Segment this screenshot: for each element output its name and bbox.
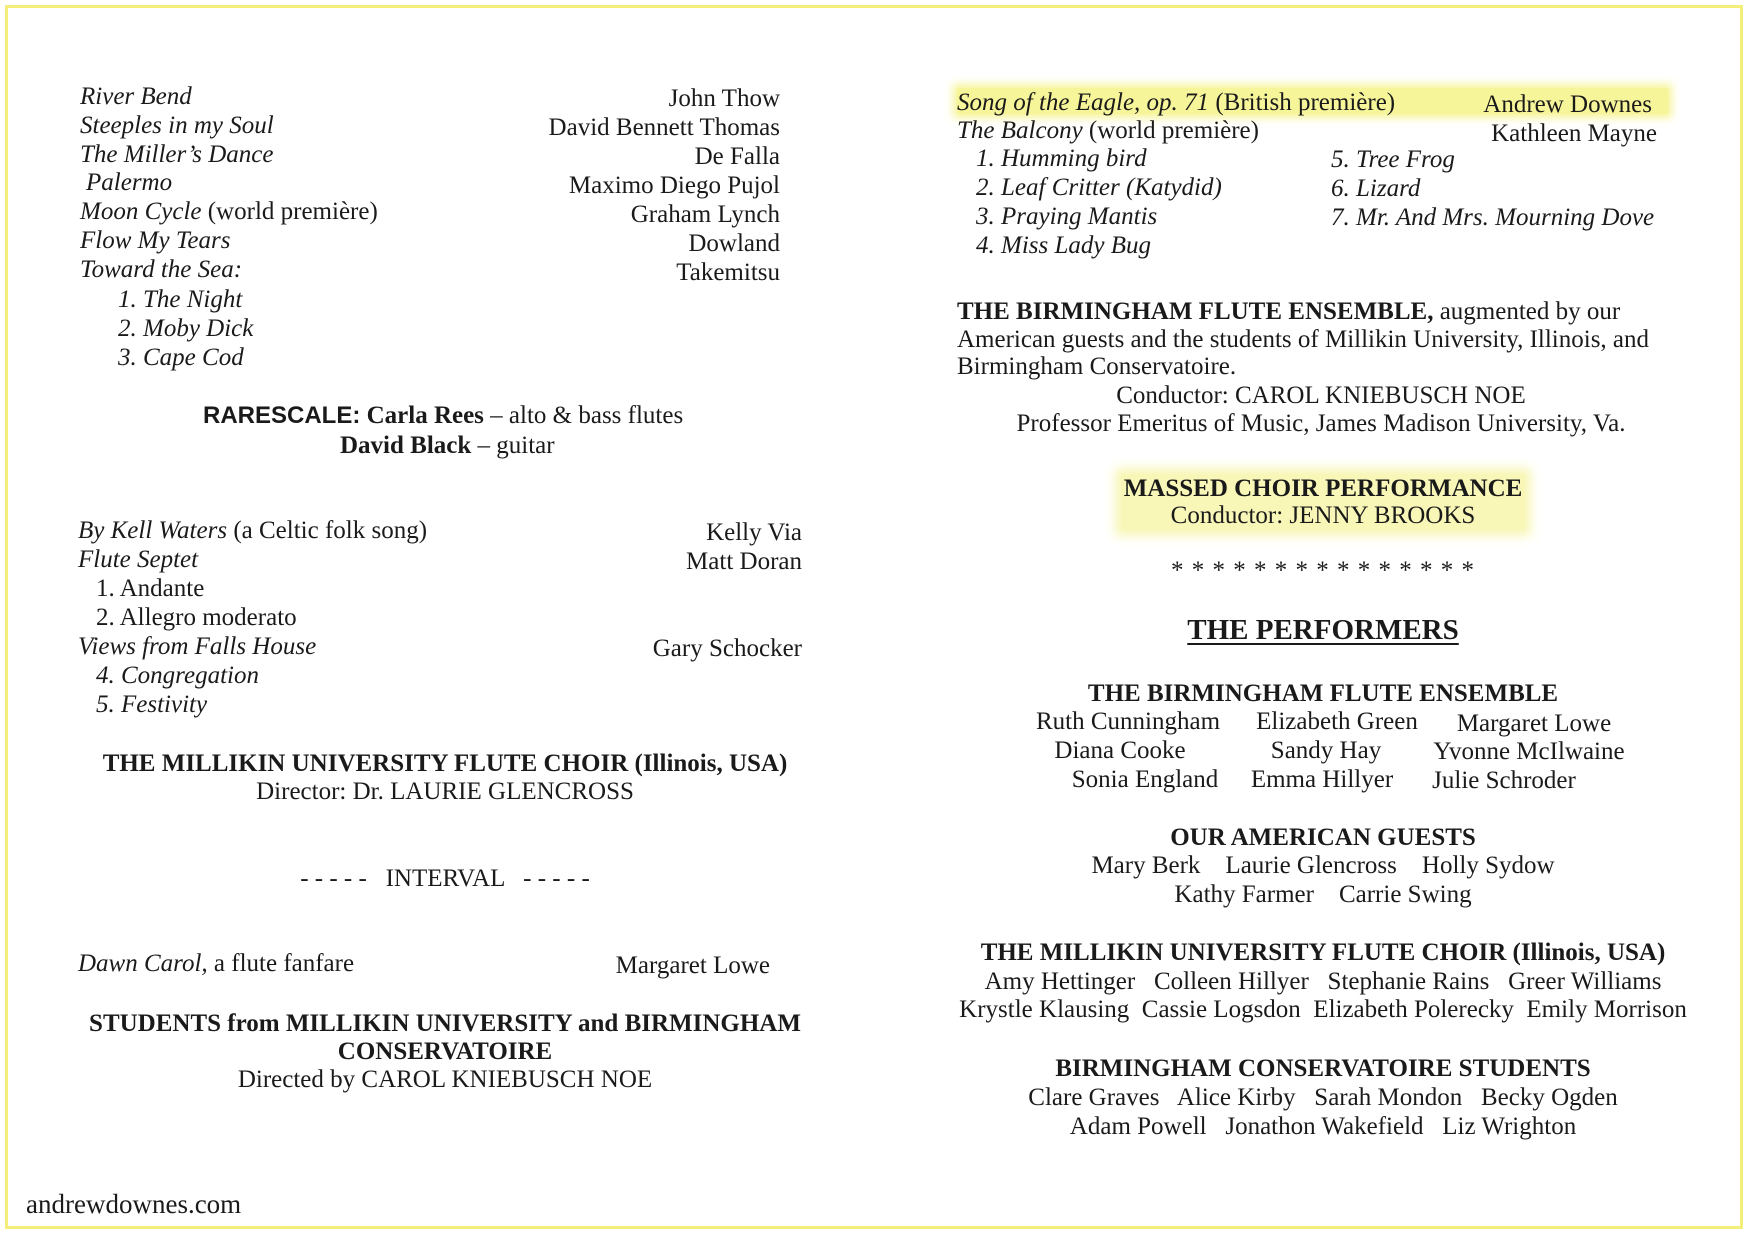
piece-title: Flute Septet <box>78 546 199 573</box>
performer-name: Sandy Hay <box>1270 737 1382 764</box>
movement: 4. Miss Lady Bug <box>976 232 1151 259</box>
piece-title: River Bend <box>80 83 192 110</box>
movement: 1. Humming bird <box>976 145 1147 172</box>
guests-row: Mary Berk Laurie Glencross Holly Sydow <box>1091 852 1555 879</box>
piece-title: Views from Falls House <box>78 633 317 660</box>
piece-composer: Takemitsu <box>676 259 780 286</box>
guests-row: Kathy Farmer Carrie Swing <box>1174 881 1472 908</box>
piece-composer: John Thow <box>668 85 780 112</box>
conservatoire-heading: BIRMINGHAM CONSERVATOIRE STUDENTS <box>1055 1055 1591 1082</box>
performer-name: Carla Rees <box>366 402 484 429</box>
piece-title: By Kell Waters <box>78 517 228 544</box>
footer-website: andrewdownes.com <box>26 1189 242 1219</box>
bfe-heading: THE BIRMINGHAM FLUTE ENSEMBLE <box>1087 680 1559 707</box>
movement: 1. Andante <box>96 575 205 602</box>
ensemble-text: augmented by our <box>1433 298 1621 325</box>
piece-composer: Gary Schocker <box>652 635 802 662</box>
performer-name: David Black <box>340 432 472 459</box>
piece-note: (British première) <box>1209 89 1396 116</box>
millikin-performers-heading: THE MILLIKIN UNIVERSITY FLUTE CHOIR (Illinois, USA) <box>980 939 1666 966</box>
ensemble-conductor: Conductor: CAROL KNIEBUSCH NOE <box>1116 382 1526 409</box>
piece-title-line <box>78 516 427 545</box>
piece-title: Dawn Carol, <box>78 950 208 977</box>
movement: 1. The Night <box>118 286 243 313</box>
piece-title-line <box>957 116 1259 145</box>
movement: 2. Leaf Critter (Katydid) <box>976 174 1222 201</box>
piece-title: Steeples in my Soul <box>80 112 274 139</box>
millikin-heading: THE MILLIKIN UNIVERSITY FLUTE CHOIR (Illinois, USA) <box>102 750 788 777</box>
piece-title: Palermo <box>86 169 173 196</box>
piece-note: (world première) <box>1082 117 1259 144</box>
movement: 3. Praying Mantis <box>976 203 1158 230</box>
ensemble-name: THE BIRMINGHAM FLUTE ENSEMBLE, <box>957 298 1434 325</box>
ensemble-line-3: Birmingham Conservatoire. <box>957 353 1237 380</box>
piece-composer: Dowland <box>688 230 780 257</box>
millikin-row: Krystle Klausing Cassie Logsdon Elizabeth Polerecky Emily Morrison <box>959 996 1687 1023</box>
piece-composer: Kathleen Mayne <box>1491 120 1657 147</box>
conservatoire-row: Clare Graves Alice Kirby Sarah Mondon Becky Ogden <box>1028 1084 1618 1111</box>
ensemble-line-2: American guests and the students of Millikin University, Illinois, and <box>957 326 1650 353</box>
ensemble-line-1 <box>957 297 1620 326</box>
movement: 3. Cape Cod <box>118 344 244 371</box>
rarescale-line-1 <box>203 401 683 430</box>
massed-choir-heading: MASSED CHOIR PERFORMANCE <box>1123 475 1523 502</box>
interval-divider: - - - - - INTERVAL - - - - - <box>300 865 590 892</box>
piece-title: The Miller’s Dance <box>80 141 274 168</box>
performer-role: – guitar <box>471 432 555 459</box>
students-heading-line-1: STUDENTS from MILLIKIN UNIVERSITY and BIRMINGHAM <box>89 1010 801 1037</box>
piece-composer: Margaret Lowe <box>615 952 770 979</box>
piece-title-line <box>957 88 1395 117</box>
performer-name: Ruth Cunningham <box>1035 708 1221 735</box>
performer-name: Emma Hillyer <box>1250 766 1394 793</box>
conductor-title: Professor Emeritus of Music, James Madison University, Va. <box>1016 410 1626 437</box>
piece-composer: Graham Lynch <box>630 201 780 228</box>
movement: 2. Moby Dick <box>118 315 254 342</box>
performer-name: Yvonne McIlwaine <box>1433 738 1625 765</box>
piece-composer: De Falla <box>694 143 780 170</box>
guests-heading: OUR AMERICAN GUESTS <box>1170 824 1476 851</box>
millikin-row: Amy Hettinger Colleen Hillyer Stephanie Rains Greer Williams <box>984 968 1662 995</box>
performer-name: Elizabeth Green <box>1256 708 1418 735</box>
rarescale-line-2 <box>340 431 555 460</box>
millikin-director: Director: Dr. LAURIE GLENCROSS <box>256 778 634 805</box>
conservatoire-row: Adam Powell Jonathon Wakefield Liz Wrighton <box>1069 1113 1577 1140</box>
massed-choir-conductor: Conductor: JENNY BROOKS <box>1170 502 1476 529</box>
movement: 5. Tree Frog <box>1331 146 1455 173</box>
performer-name: Sonia England <box>1071 766 1219 793</box>
piece-title: Song of the Eagle, op. 71 <box>957 89 1210 116</box>
piece-composer: Kelly Via <box>706 519 802 546</box>
piece-composer: Matt Doran <box>686 548 802 575</box>
star-divider: * * * * * * * * * * * * * * * <box>1171 557 1475 584</box>
piece-title: The Balcony <box>957 117 1083 144</box>
performer-role: – alto & bass flutes <box>483 402 684 429</box>
movement: 2. Allegro moderato <box>96 604 297 631</box>
group-name: RARESCALE: <box>203 402 361 429</box>
performer-name: Diana Cooke <box>1054 737 1186 764</box>
piece-composer: Andrew Downes <box>1483 91 1652 118</box>
piece-note: a flute fanfare <box>207 950 355 977</box>
movement: 4. Congregation <box>96 662 259 689</box>
piece-title: Toward the Sea: <box>80 256 243 283</box>
piece-composer: David Bennett Thomas <box>548 114 780 141</box>
performers-heading: THE PERFORMERS <box>1187 614 1459 646</box>
piece-composer: Maximo Diego Pujol <box>568 172 780 199</box>
performer-name: Julie Schroder <box>1432 767 1576 794</box>
piece-title: Flow My Tears <box>80 227 231 254</box>
piece-title-line <box>78 949 354 978</box>
movement: 6. Lizard <box>1331 175 1421 202</box>
piece-note: (world première) <box>207 198 378 225</box>
performer-name: Margaret Lowe <box>1456 710 1612 737</box>
students-heading-line-2: CONSERVATOIRE <box>337 1038 553 1065</box>
movement: 5. Festivity <box>96 691 208 718</box>
piece-note: (a Celtic folk song) <box>227 517 428 544</box>
movement: 7. Mr. And Mrs. Mourning Dove <box>1331 204 1655 231</box>
students-director: Directed by CAROL KNIEBUSCH NOE <box>237 1066 653 1093</box>
piece-title: Moon Cycle <box>80 198 202 225</box>
piece-title-line <box>80 197 378 226</box>
